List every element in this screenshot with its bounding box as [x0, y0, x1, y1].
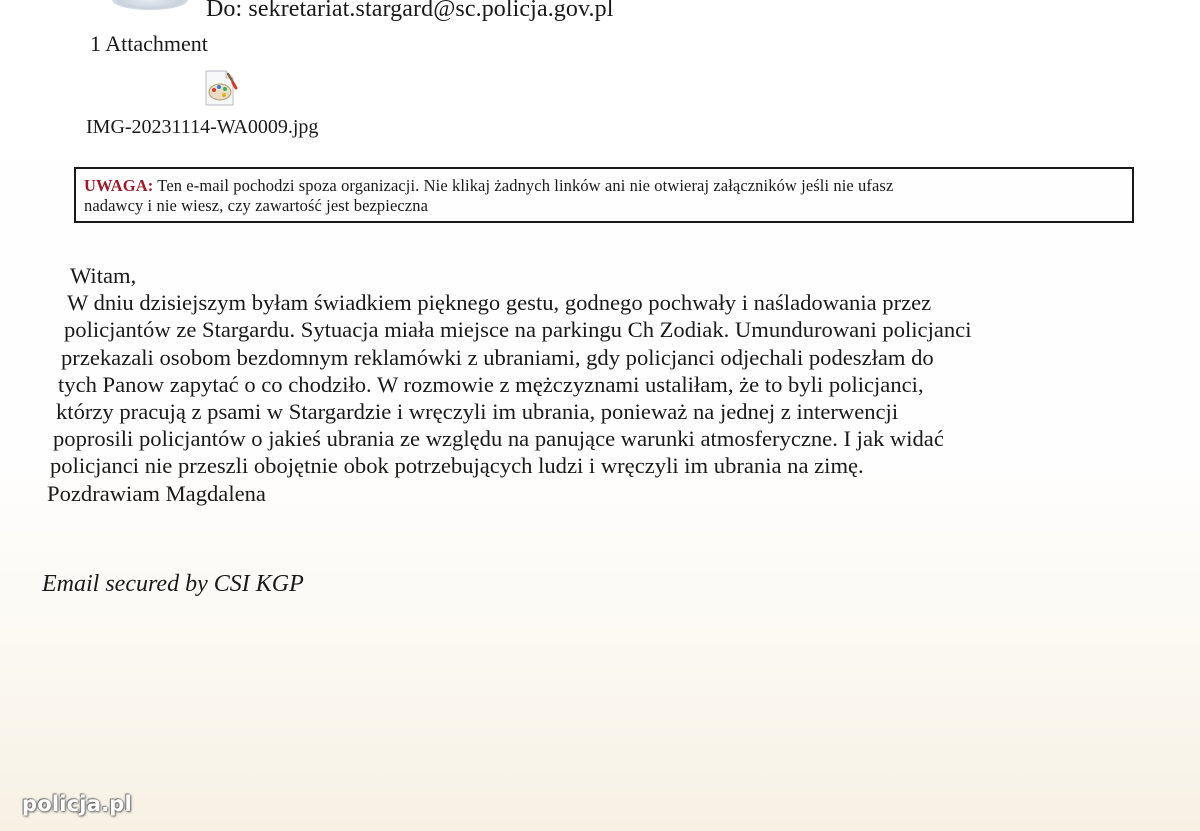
recipient-line: Do: sekretariat.stargard@sc.policja.gov.pl	[206, 0, 614, 22]
email-body	[0, 262, 972, 507]
body-line: tych Panow zapytać o co chodziło. W rozmowie z mężczyznami ustaliłam, że to byli policjanci,	[58, 371, 924, 397]
external-email-warning	[74, 167, 1134, 223]
warning-label: UWAGA:	[84, 176, 154, 195]
image-file-icon[interactable]	[200, 68, 240, 108]
closing-line: Pozdrawiam Magdalena	[47, 480, 266, 506]
warning-text-1: Ten e-mail pochodzi spoza organizacji. Nie klikaj żadnych linków ani nie otwieraj załączników jeśli nie ufasz	[153, 176, 894, 195]
watermark-logo: policja.pl	[22, 792, 132, 816]
body-line: przekazali osobom bezdomnym reklamówki z ubraniami, gdy policjanci odjechali podeszłam do	[61, 344, 934, 370]
security-footer: Email secured by CSI KGP	[42, 571, 304, 597]
warning-line-1	[84, 176, 1124, 196]
body-line: którzy pracują z psami w Stargardzie i wręczyli im ubrania, ponieważ na jednej z interwencji	[56, 398, 899, 424]
warning-line-2: nadawcy i nie wiesz, czy zawartość jest bezpieczna	[84, 196, 428, 215]
body-line: policjantów ze Stargardu. Sytuacja miała miejsce na parkingu Ch Zodiak. Umundurowani policjanci	[64, 317, 972, 343]
body-line: policjanci nie przeszli obojętnie obok potrzebujących ludzi i wręczyli im ubrania na zimę.	[50, 453, 864, 479]
attachment-filename[interactable]: IMG-20231114-WA0009.jpg	[86, 116, 319, 138]
sender-avatar	[112, 0, 188, 10]
body-line: W dniu dzisiejszym byłam świadkiem pięknego gestu, godnego pochwały i naśladowania przez	[67, 290, 932, 316]
body-line: poprosili policjantów o jakieś ubrania ze względu na panujące warunki atmosferyczne. I jak widać	[53, 426, 944, 452]
attachment-count: 1 Attachment	[90, 31, 208, 56]
greeting-line: Witam,	[70, 263, 137, 288]
